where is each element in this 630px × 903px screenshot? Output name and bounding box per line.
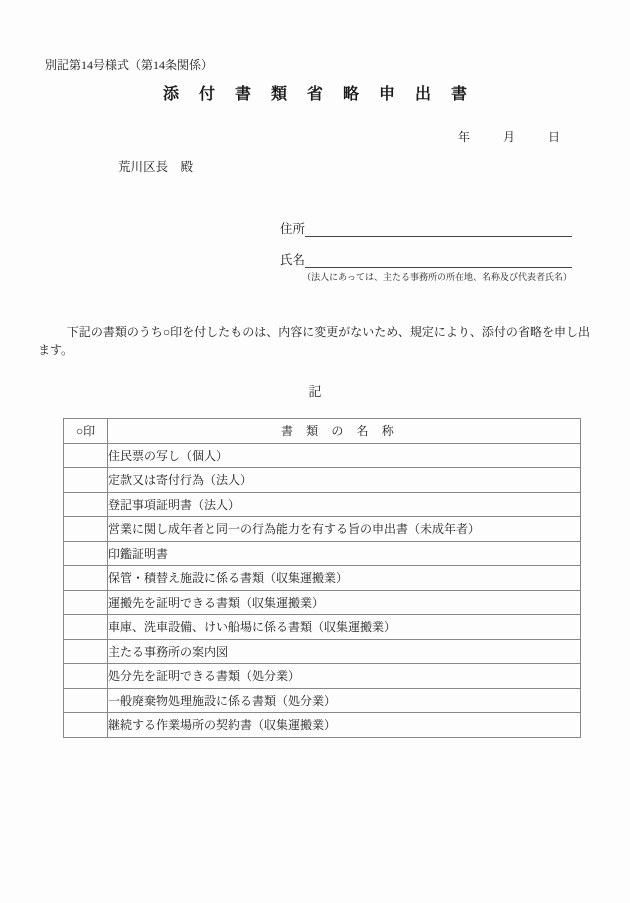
address-input-line xyxy=(305,220,572,237)
document-name-cell: 一般廃棄物処理施設に係る書類（処分業） xyxy=(108,688,581,713)
table-row xyxy=(64,443,581,468)
corporate-note: （法人にあっては、主たる事務所の所在地、名称及び代表者氏名） xyxy=(302,272,572,282)
document-name-cell: 運搬先を証明できる書類（収集運搬業） xyxy=(108,590,581,615)
table-row xyxy=(64,468,581,493)
mark-cell xyxy=(64,590,108,615)
name-field-row xyxy=(280,252,572,268)
mark-cell xyxy=(64,639,108,664)
table-row xyxy=(64,615,581,640)
addressee-label: 荒川区長 殿 xyxy=(118,160,194,174)
day-label: 日 xyxy=(547,130,560,144)
mark-cell xyxy=(64,713,108,738)
document-name-cell: 処分先を証明できる書類（処分業） xyxy=(108,664,581,689)
table-row xyxy=(64,517,581,542)
month-label: 月 xyxy=(502,130,515,144)
documents-table xyxy=(63,418,581,738)
name-input-line xyxy=(305,251,572,268)
table-row xyxy=(64,590,581,615)
table-row xyxy=(64,639,581,664)
mark-cell xyxy=(64,566,108,591)
document-title: 添付書類省略申出書 xyxy=(162,86,487,103)
name-label: 氏名 xyxy=(280,253,306,267)
mark-cell xyxy=(64,541,108,566)
mark-column-header: ○印 xyxy=(64,419,108,444)
document-name-cell: 車庫、洗車設備、けい船場に係る書類（収集運搬業） xyxy=(108,615,581,640)
table-row xyxy=(64,688,581,713)
table-row xyxy=(64,541,581,566)
document-name-cell: 営業に関し成年者と同一の行為能力を有する旨の申出書（未成年者） xyxy=(108,517,581,542)
document-name-cell: 保管・積替え施設に係る書類（収集運搬業） xyxy=(108,566,581,591)
mark-cell xyxy=(64,517,108,542)
table-row xyxy=(64,713,581,738)
applicant-block xyxy=(280,221,572,283)
mark-cell xyxy=(64,664,108,689)
mark-cell xyxy=(64,443,108,468)
mark-cell xyxy=(64,492,108,517)
year-label: 年 xyxy=(457,130,470,144)
table-header-row xyxy=(64,419,581,444)
table-row xyxy=(64,492,581,517)
table-row xyxy=(64,566,581,591)
table-row xyxy=(64,664,581,689)
document-name-cell: 定款又は寄付行為（法人） xyxy=(108,468,581,493)
date-line xyxy=(0,130,630,144)
mark-cell xyxy=(64,688,108,713)
mark-cell xyxy=(64,615,108,640)
document-name-column-header: 書類の名称 xyxy=(108,419,581,444)
document-name-cell: 継続する作業場所の契約書（収集運搬業） xyxy=(108,713,581,738)
list-heading: 記 xyxy=(308,384,322,399)
document-name-cell: 住民票の写し（個人） xyxy=(108,443,581,468)
form-number-label: 別記第14号様式（第14条関係） xyxy=(45,58,214,72)
document-name-cell: 主たる事務所の案内図 xyxy=(108,639,581,664)
address-label: 住所 xyxy=(280,222,306,236)
document-name-cell: 登記事項証明書（法人） xyxy=(108,492,581,517)
body-paragraph: 下記の書類のうち○印を付したものは、内容に変更がないため、規定により、添付の省略を申し出ます。 xyxy=(38,325,590,357)
mark-cell xyxy=(64,468,108,493)
document-name-cell: 印鑑証明書 xyxy=(108,541,581,566)
address-field-row xyxy=(280,221,572,237)
